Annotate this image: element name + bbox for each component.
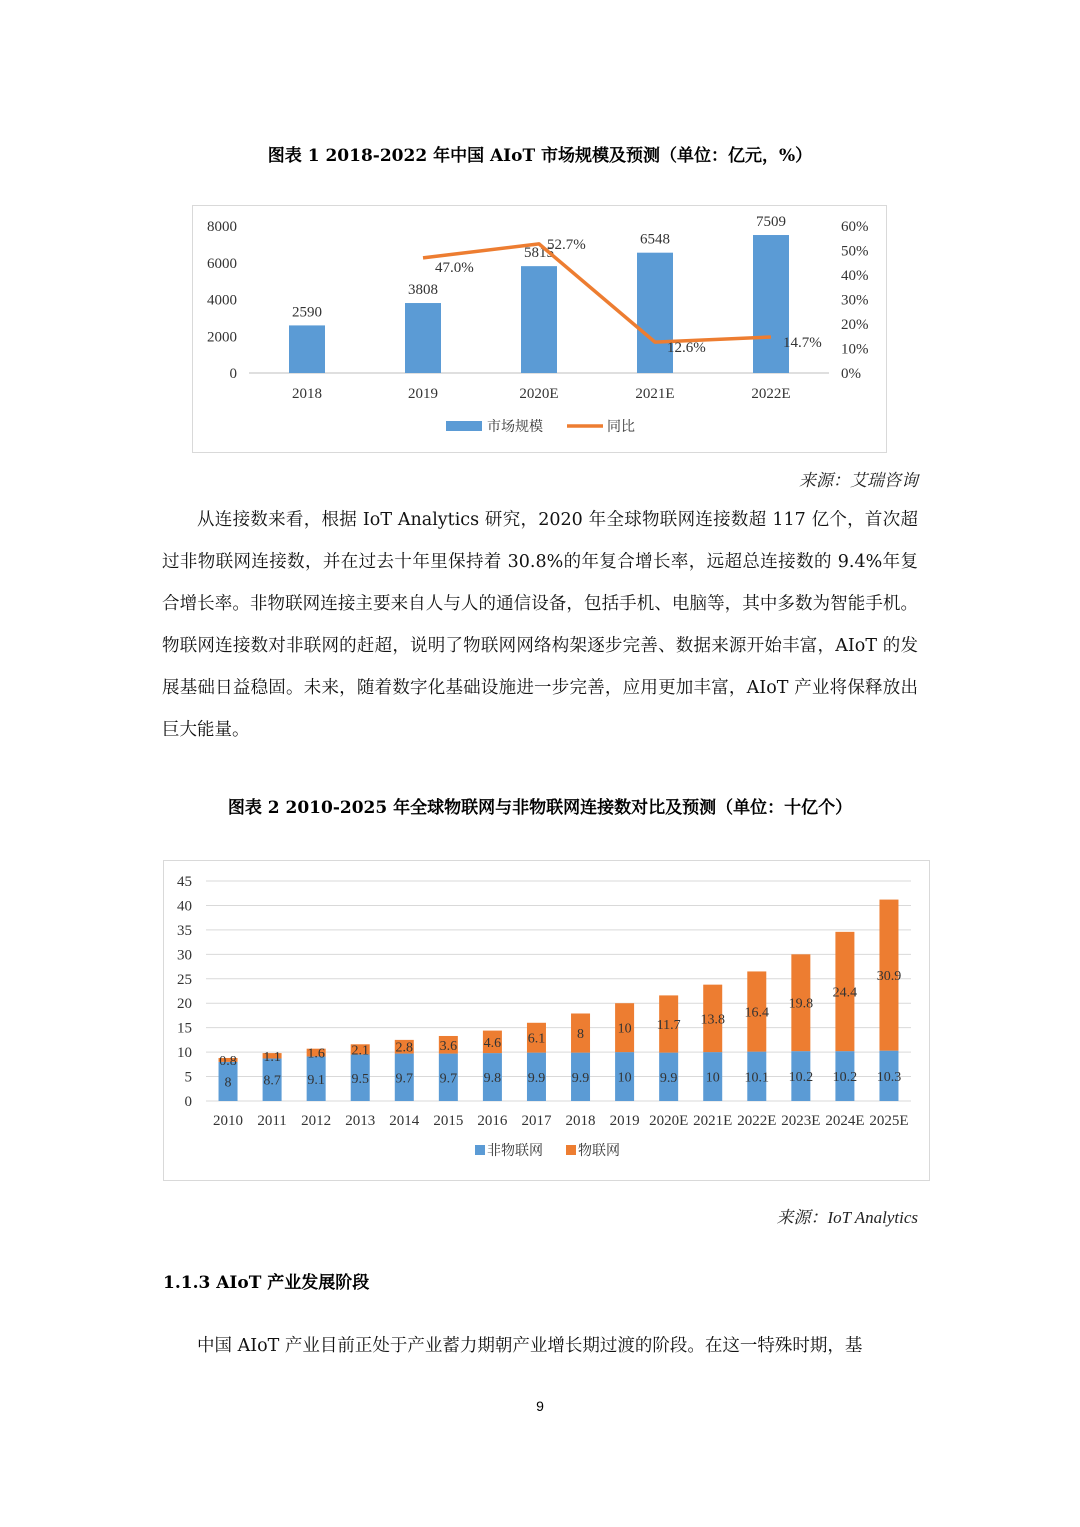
x-axis-tick-label: 2022E <box>737 1113 777 1129</box>
iot-value-label: 4.6 <box>483 1035 502 1051</box>
x-axis-tick-label: 2022E <box>751 386 791 402</box>
bar-value-label: 6548 <box>640 231 670 248</box>
iot-value-label: 19.8 <box>788 996 814 1012</box>
y-axis-tick-label: 40 <box>177 898 192 915</box>
line-value-label: 14.7% <box>783 334 822 351</box>
line-value-label: 47.0% <box>435 259 474 276</box>
iot-value-label: 3.6 <box>439 1038 458 1054</box>
non-iot-value-label: 9.7 <box>439 1071 458 1087</box>
y-axis-tick-label: 25 <box>177 971 192 988</box>
legend-label-iot: 物联网 <box>578 1143 620 1159</box>
non-iot-value-label: 9.7 <box>395 1071 414 1087</box>
x-axis-tick-label: 2018 <box>292 386 322 402</box>
iot-value-label: 1.6 <box>307 1046 325 1062</box>
figure1-caption: 图表 1 2018-2022 年中国 AIoT 市场规模及预测（单位：亿元，%） <box>267 146 813 166</box>
left-axis-tick-label: 2000 <box>207 329 237 346</box>
legend-label-non-iot: 非物联网 <box>487 1143 543 1159</box>
x-axis-tick-label: 2014 <box>389 1113 420 1129</box>
legend-swatch-market-size <box>446 421 482 431</box>
line-yoy-growth <box>423 244 771 342</box>
non-iot-value-label: 10 <box>705 1070 720 1086</box>
bar-market-size <box>289 325 325 373</box>
legend-label-market-size: 市场规模 <box>487 419 543 435</box>
x-axis-tick-label: 2023E <box>781 1113 821 1129</box>
right-axis-tick-label: 50% <box>841 243 869 260</box>
non-iot-value-label: 9.9 <box>659 1070 678 1086</box>
x-axis-tick-label: 2019 <box>609 1113 640 1129</box>
iot-value-label: 8 <box>577 1027 585 1043</box>
right-axis-tick-label: 30% <box>841 292 869 309</box>
x-axis-tick-label: 2010 <box>213 1113 244 1129</box>
right-axis-tick-label: 40% <box>841 268 869 284</box>
bar-value-label: 3808 <box>408 282 438 299</box>
x-axis-tick-label: 2020E <box>649 1113 689 1129</box>
non-iot-value-label: 9.8 <box>483 1071 502 1087</box>
x-axis-tick-label: 2013 <box>345 1113 376 1129</box>
bar-value-label: 5815 <box>524 245 554 262</box>
bar-value-label: 2590 <box>292 304 322 321</box>
non-iot-value-label: 9.1 <box>307 1072 325 1088</box>
iot-value-label: 0.8 <box>219 1053 237 1069</box>
iot-value-label: 13.8 <box>700 1012 725 1028</box>
left-axis-tick-label: 0 <box>229 366 237 382</box>
iot-value-label: 1.1 <box>263 1049 281 1065</box>
right-axis-tick-label: 60% <box>841 219 869 235</box>
x-axis-tick-label: 2021E <box>693 1113 733 1129</box>
y-axis-tick-label: 35 <box>177 922 192 939</box>
non-iot-value-label: 9.9 <box>571 1070 590 1086</box>
iot-value-label: 2.1 <box>351 1043 369 1059</box>
non-iot-value-label: 8 <box>224 1075 232 1091</box>
y-axis-tick-label: 30 <box>177 947 192 964</box>
non-iot-value-label: 9.9 <box>527 1070 546 1086</box>
iot-value-label: 24.4 <box>832 985 858 1001</box>
x-axis-tick-label: 2017 <box>521 1113 552 1129</box>
x-axis-tick-label: 2015 <box>433 1113 464 1129</box>
non-iot-value-label: 10.2 <box>788 1070 814 1086</box>
right-axis-tick-label: 0% <box>841 366 861 382</box>
legend-label-yoy: 同比 <box>607 419 635 435</box>
legend-swatch-iot <box>566 1145 576 1155</box>
y-axis-tick-label: 10 <box>177 1045 192 1062</box>
x-axis-tick-label: 2021E <box>635 386 675 402</box>
chart2-svg <box>164 861 929 1180</box>
x-axis-tick-label: 2019 <box>408 386 438 402</box>
iot-value-label: 30.9 <box>876 969 902 985</box>
bar-value-label: 7509 <box>756 214 786 231</box>
figure2-source: 来源：IoT Analytics <box>776 1208 918 1227</box>
y-axis-tick-label: 20 <box>177 996 192 1013</box>
iot-value-label: 16.4 <box>744 1005 770 1021</box>
x-axis-tick-label: 2020E <box>519 386 559 402</box>
figure2-caption: 图表 2 2010-2025 年全球物联网与非物联网连接数对比及预测（单位：十亿个） <box>227 798 853 818</box>
line-value-label: 52.7% <box>547 236 586 253</box>
x-axis-tick-label: 2018 <box>565 1113 596 1129</box>
figure1-source: 来源：艾瑞咨询 <box>799 471 918 490</box>
y-axis-tick-label: 15 <box>177 1020 192 1037</box>
iot-value-label: 2.8 <box>395 1040 414 1056</box>
right-axis-tick-label: 10% <box>841 341 869 358</box>
chart1-svg <box>193 206 886 452</box>
x-axis-tick-label: 2012 <box>301 1113 332 1129</box>
left-axis-tick-label: 8000 <box>207 219 237 235</box>
chart1-container <box>192 205 887 453</box>
non-iot-value-label: 10 <box>617 1070 632 1086</box>
x-axis-tick-label: 2016 <box>477 1113 508 1129</box>
section-heading: 1.1.3 AIoT 产业发展阶段 <box>163 1273 370 1293</box>
bar-market-size <box>405 303 441 373</box>
left-axis-tick-label: 4000 <box>207 292 237 309</box>
iot-value-label: 6.1 <box>527 1031 546 1047</box>
paragraph-connections: 从连接数来看，根据 IoT Analytics 研究，2020 年全球物联网连接数超 117 亿个，首次超过非物联网连接数，并在过去十年里保持着 30.8%的年复合增长率，远超总连接数的 9.4%年复合增长率。非物联网连接主要来自人与人的通信设备，包括手机、电脑等，其中多数为智能手机。物联网连接数对非联网的赶超，说明了物联网网络构架逐步完善、数据来源开始丰富，AIoT 的发展基础日益稳固。未来，随着数字化基础设施进一步完善，应用更加丰富，AIoT 产业将保释放出巨大能量。 <box>162 510 918 740</box>
non-iot-value-label: 8.7 <box>263 1073 281 1089</box>
chart2-container <box>163 860 930 1181</box>
bar-market-size <box>521 266 557 373</box>
iot-value-label: 11.7 <box>656 1018 681 1033</box>
non-iot-value-label: 10.2 <box>832 1070 858 1086</box>
y-axis-tick-label: 45 <box>177 874 192 890</box>
left-axis-tick-label: 6000 <box>207 255 237 272</box>
iot-value-label: 10 <box>617 1021 632 1037</box>
line-value-label: 12.6% <box>667 340 706 357</box>
non-iot-value-label: 10.3 <box>876 1069 902 1085</box>
paragraph-stage: 中国 AIoT 产业目前正处于产业蓄力期朝产业增长期过渡的阶段。在这一特殊时期，基 <box>197 1336 863 1356</box>
x-axis-tick-label: 2025E <box>869 1113 909 1129</box>
y-axis-tick-label: 5 <box>184 1069 192 1086</box>
x-axis-tick-label: 2011 <box>257 1113 287 1129</box>
x-axis-tick-label: 2024E <box>825 1113 865 1129</box>
right-axis-tick-label: 20% <box>841 317 869 333</box>
legend-swatch-non-iot <box>475 1145 485 1155</box>
bar-market-size <box>753 235 789 373</box>
page-number: 9 <box>536 1398 544 1414</box>
non-iot-value-label: 9.5 <box>351 1071 369 1087</box>
y-axis-tick-label: 0 <box>184 1094 192 1110</box>
non-iot-value-label: 10.1 <box>744 1070 770 1086</box>
